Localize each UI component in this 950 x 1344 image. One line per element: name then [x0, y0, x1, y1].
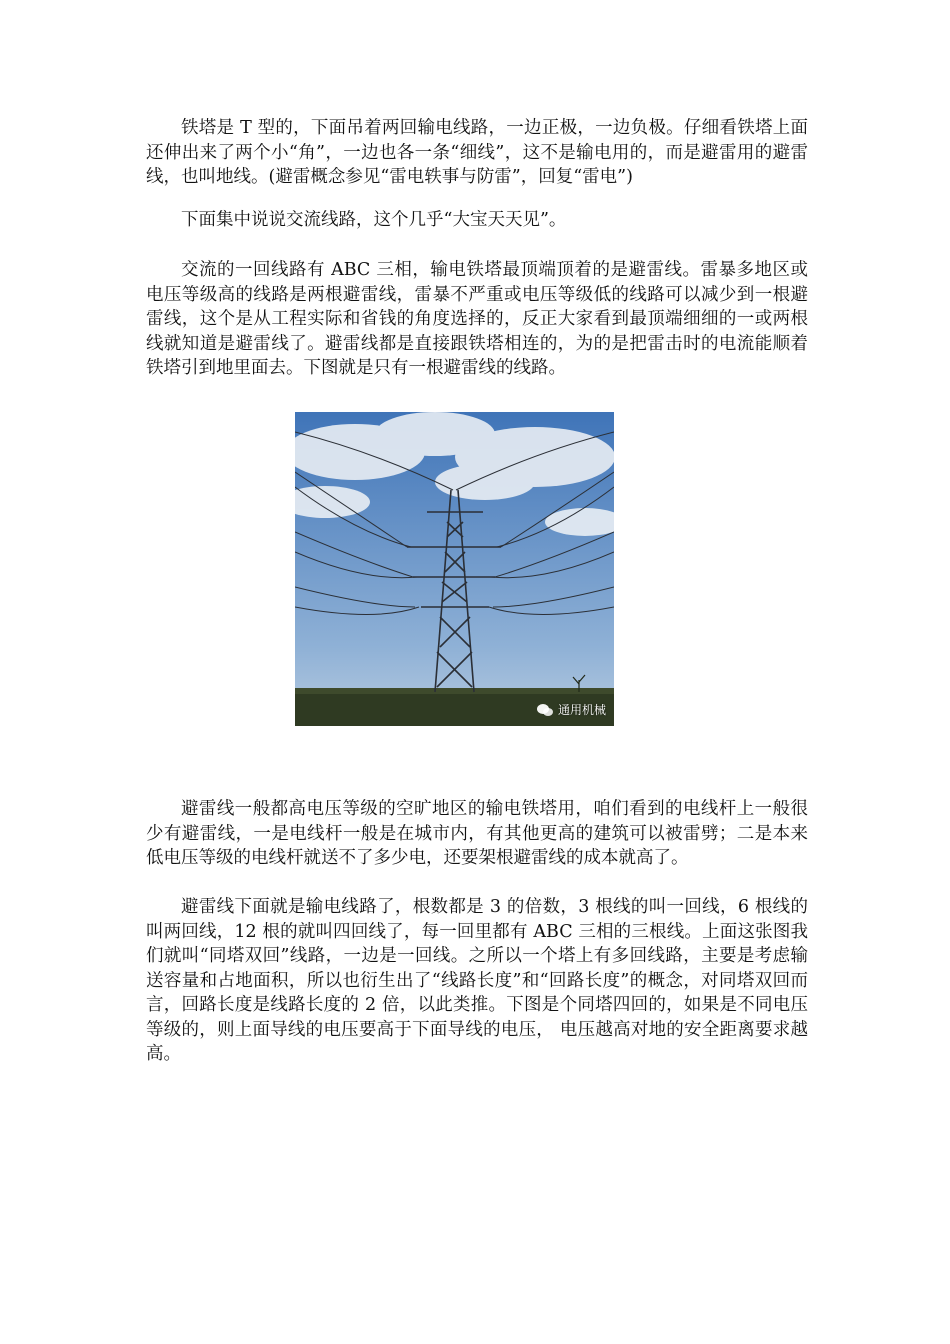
tower-illustration — [295, 412, 614, 726]
watermark — [536, 701, 606, 718]
paragraph-circuits: 避雷线下面就是输电线路了，根数都是 3 的倍数，3 根线的叫一回线，6 根线的叫两回线，12 根的就叫四回线了，每一回里都有 ABC 三相的三根线。上面这张图我们就叫“同塔双回”线路，一边是一回线。之所以一个塔上有多回线路，主要是考虑输送容量和占地面积，所以也衍生出了“线路长度”和“回路长度”的概念，对同塔双回而言，回路长度是线路长度的 2 倍，以此类推。下图是个同塔四回的，如果是不同电压等级的，则上面导线的电压要高于下面导线的电压， 电压越高对地的安全距离要求越高。 — [146, 897, 808, 1064]
paragraph-ac-lightning-wire: 交流的一回线路有 ABC 三相，输电铁塔最顶端顶着的是避雷线。雷暴多地区或电压等级高的线路是两根避雷线，雷暴不严重或电压等级低的线路可以减少到一根避雷线，这个是从工程实际和省钱的角度选择的，反正大家看到最顶端细细的一或两根线就知道是避雷线了。避雷线都是直接跟铁塔相连的，为的是把雷击时的电流能顺着铁塔引到地里面去。下图就是只有一根避雷线的线路。 — [146, 260, 808, 378]
paragraph-lightning-wire-usage: 避雷线一般都高电压等级的空旷地区的输电铁塔用，咱们看到的电线杆上一般很少有避雷线，一是电线杆一般是在城市内，有其他更高的建筑可以被雷劈；二是本来低电压等级的电线杆就送不了多少电，还要架根避雷线的成本就高了。 — [146, 799, 808, 868]
transmission-tower-photo — [295, 412, 614, 726]
wechat-icon — [536, 703, 554, 717]
watermark-text: 通用机械 — [557, 703, 606, 717]
paragraph-tower-shape: 铁塔是 T 型的，下面吊着两回输电线路，一边正极，一边负极。仔细看铁塔上面还伸出来了两个小“角”，一边也各一条“细线”，这不是输电用的，而是避雷用的避雷线，也叫地线。(避雷概念参见“雷电轶事与防雷”，回复“雷电”) — [146, 118, 808, 187]
paragraph-ac-intro: 下面集中说说交流线路，这个几乎“大宝天天见”。 — [181, 210, 567, 230]
